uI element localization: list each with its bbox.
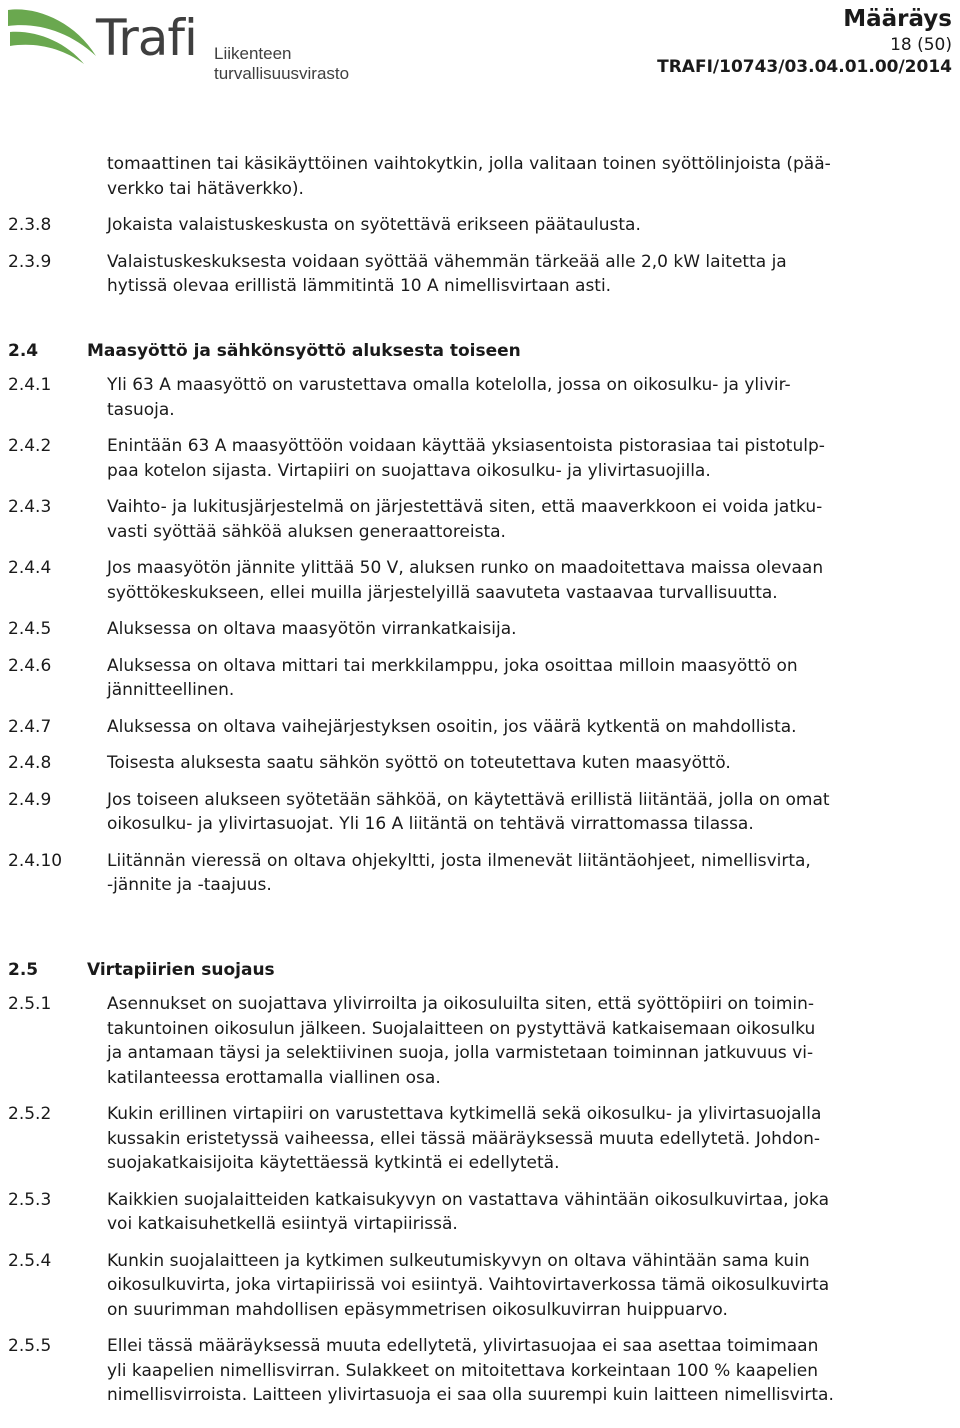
clause-number: 2.5.5: [8, 1336, 52, 1356]
clause-number: 2.4.1: [8, 375, 52, 395]
clause-number: 2.3.8: [8, 215, 52, 235]
clause-number: 2.4.9: [8, 789, 52, 810]
text-line: -jännite ja -taajuus.: [107, 875, 272, 895]
clause-2-4-8: [0, 751, 960, 776]
text-line: jännitteellinen.: [107, 680, 235, 700]
text-line: Toisesta aluksesta saatu sähkön syöttö on toteutettava kuten maasyöttö.: [107, 753, 731, 773]
text-line: Enintään 63 A maasyöttöön voidaan käyttää yksiasentoista pistorasiaa tai pistotulp-: [107, 436, 825, 456]
logo-wordmark: Trafi: [96, 9, 197, 67]
clause-2-5-4: [0, 1249, 960, 1323]
text-line: on suurimman mahdollisen epäsymmetrisen oikosulkuvirran huippuarvo.: [107, 1299, 728, 1320]
section-number: 2.4: [8, 340, 39, 361]
text-line: Aluksessa on oltava vaihejärjestyksen osoitin, jos väärä kytkentä on mahdollista.: [107, 716, 797, 737]
text-line: syöttökeskukseen, ellei muilla järjestelyillä saavuteta vastaavaa turvallisuutta.: [107, 582, 778, 603]
text-line: Asennukset on suojattava ylivirroilta ja oikosuluilta siten, että syöttöpiiri on toimin-: [107, 994, 815, 1014]
section-title: Maasyöttö ja sähkönsyöttö aluksesta toiseen: [87, 340, 521, 361]
clause-number: 2.4.6: [8, 655, 52, 676]
clause-number: 2.3.9: [8, 251, 52, 272]
clause-number: 2.5.2: [8, 1104, 52, 1124]
text-line: Yli 63 A maasyöttö on varustettava omalla kotelolla, jossa on oikosulku- ja ylivir-: [107, 375, 791, 395]
text-line: tomaattinen tai käsikäyttöinen vaihtokytkin, jolla valitaan toinen syöttölinjoista (pää-: [107, 154, 831, 174]
text-line: voi katkaisuhetkellä esiintyä virtapiirissä.: [107, 1214, 458, 1234]
document-reference: TRAFI/10743/03.04.01.00/2014: [657, 57, 952, 77]
clause-2-5-3: [0, 1188, 960, 1237]
text-line: Jos maasyötön jännite ylittää 50 V, aluksen runko on maadoitettava maissa olevaan: [107, 558, 824, 578]
document-header: [657, 4, 952, 78]
clause-number: 2.5.1: [8, 994, 52, 1014]
clause-number: 2.4.2: [8, 436, 52, 456]
text-line: Aluksessa on oltava mittari tai merkkilamppu, joka osoittaa milloin maasyöttö on: [107, 655, 798, 676]
clause-2-4-2: [0, 434, 960, 483]
clause-number: 2.5.4: [8, 1250, 52, 1271]
text-line: suojakatkaisijoita käytettäessä kytkintä ei edellytetä.: [107, 1153, 560, 1173]
clause-number: 2.4.5: [8, 619, 52, 639]
clause-2-4-1: [0, 373, 960, 422]
clause-number: 2.4.8: [8, 753, 52, 773]
clause-2-4-10: [0, 849, 960, 898]
text-line: Valaistuskeskuksesta voidaan syöttää vähemmän tärkeää alle 2,0 kW laitetta ja: [107, 251, 787, 272]
text-line: Jokaista valaistuskeskusta on syötettävä erikseen päätaulusta.: [107, 215, 641, 235]
section-number: 2.5: [8, 959, 39, 980]
text-line: verkko tai hätäverkko).: [107, 178, 304, 199]
section-heading-2-5: [0, 958, 960, 983]
text-line: nimellisvirroista. Laitteen ylivirtasuoja ei saa olla suurempi kuin laitteen nimellisvirta.: [107, 1385, 834, 1405]
text-line: katilanteessa erottamalla viallinen osa.: [107, 1067, 441, 1088]
text-line: Vaihto- ja lukitusjärjestelmä on järjestettävä siten, että maaverkkoon ei voida jatku-: [107, 497, 823, 517]
clause-2-4-6: [0, 654, 960, 703]
text-line: Kunkin suojalaitteen ja kytkimen sulkeutumiskyvyn on oltava vähintään sama kuin: [107, 1250, 810, 1271]
text-line: vasti syöttää sähköä aluksen generaattoreista.: [107, 521, 506, 542]
clause-number: 2.4.10: [8, 850, 63, 871]
text-line: kussakin eristetyssä vaiheessa, ellei tässä määräyksessä muuta edellytetä. Johdon-: [107, 1128, 821, 1149]
text-line: hytissä olevaa erillistä lämmitintä 10 A nimellisvirtaan asti.: [107, 276, 612, 296]
clause-2-3-9: [0, 250, 960, 299]
logo-subtitle: Liikenteen turvallisuusvirasto: [214, 44, 350, 83]
clause-number: 2.4.3: [8, 497, 52, 517]
clause-2-5-5: [0, 1334, 960, 1408]
clause-number: 2.4.7: [8, 716, 52, 737]
clause-2-4-5: [0, 617, 960, 642]
clause-2-4-3: [0, 495, 960, 544]
clause-number: 2.5.3: [8, 1189, 52, 1210]
clause-2-5-2: [0, 1102, 960, 1176]
trafi-swoosh-icon: [4, 2, 100, 68]
continued-paragraph: [0, 152, 960, 201]
clause-2-3-8: [0, 213, 960, 238]
clause-2-4-4: [0, 556, 960, 605]
text-line: ja antamaan täysi ja selektiivinen suoja, jolla varmistetaan toiminnan jatkuvuus vi-: [107, 1043, 814, 1063]
text-line: Kaikkien suojalaitteiden katkaisukyvyn on vastattava vähintään oikosulkuvirtaa, joka: [107, 1189, 830, 1210]
text-line: tasuoja.: [107, 399, 175, 420]
trafi-logo: [4, 2, 404, 83]
text-line: oikosulku- ja ylivirtasuojat. Yli 16 A liitäntä on tehtävä virrattomassa tilassa.: [107, 814, 754, 834]
text-line: Jos toiseen alukseen syötetään sähköä, on käytettävä erillistä liitäntää, jolla on omat: [107, 789, 830, 810]
clause-2-4-9: [0, 788, 960, 837]
text-line: Liitännän vieressä on oltava ohjekyltti, josta ilmenevät liitäntäohjeet, nimellisvirta,: [107, 850, 811, 871]
section-heading-2-4: [0, 339, 960, 364]
section-title: Virtapiirien suojaus: [87, 959, 275, 980]
page-number: 18 (50): [890, 35, 952, 55]
text-line: Aluksessa on oltava maasyötön virrankatkaisija.: [107, 619, 517, 639]
text-line: Ellei tässä määräyksessä muuta edellytetä, ylivirtasuojaa ei saa asettaa toimimaan: [107, 1336, 819, 1356]
text-line: oikosulkuvirta, joka virtapiirissä voi esiintyä. Vaihtovirtaverkossa tämä oikosulkuvirta: [107, 1275, 830, 1295]
clause-2-4-7: [0, 715, 960, 740]
document-body: [0, 152, 960, 1420]
text-line: Kukin erillinen virtapiiri on varustettava kytkimellä sekä oikosulku- ja ylivirtasuojalla: [107, 1104, 822, 1124]
document-type: Määräys: [843, 6, 952, 32]
clause-2-5-1: [0, 992, 960, 1090]
clause-number: 2.4.4: [8, 558, 52, 578]
text-line: paa kotelon sijasta. Virtapiiri on suojattava oikosulku- ja ylivirtasuojilla.: [107, 460, 711, 481]
text-line: takuntoinen oikosulun jälkeen. Suojalaitteen on pystyttävä katkaisemaan oikosulku: [107, 1018, 816, 1039]
text-line: yli kaapelien nimellisvirran. Sulakkeet on mitoitettava korkeintaan 100 % kaapelien: [107, 1360, 819, 1381]
